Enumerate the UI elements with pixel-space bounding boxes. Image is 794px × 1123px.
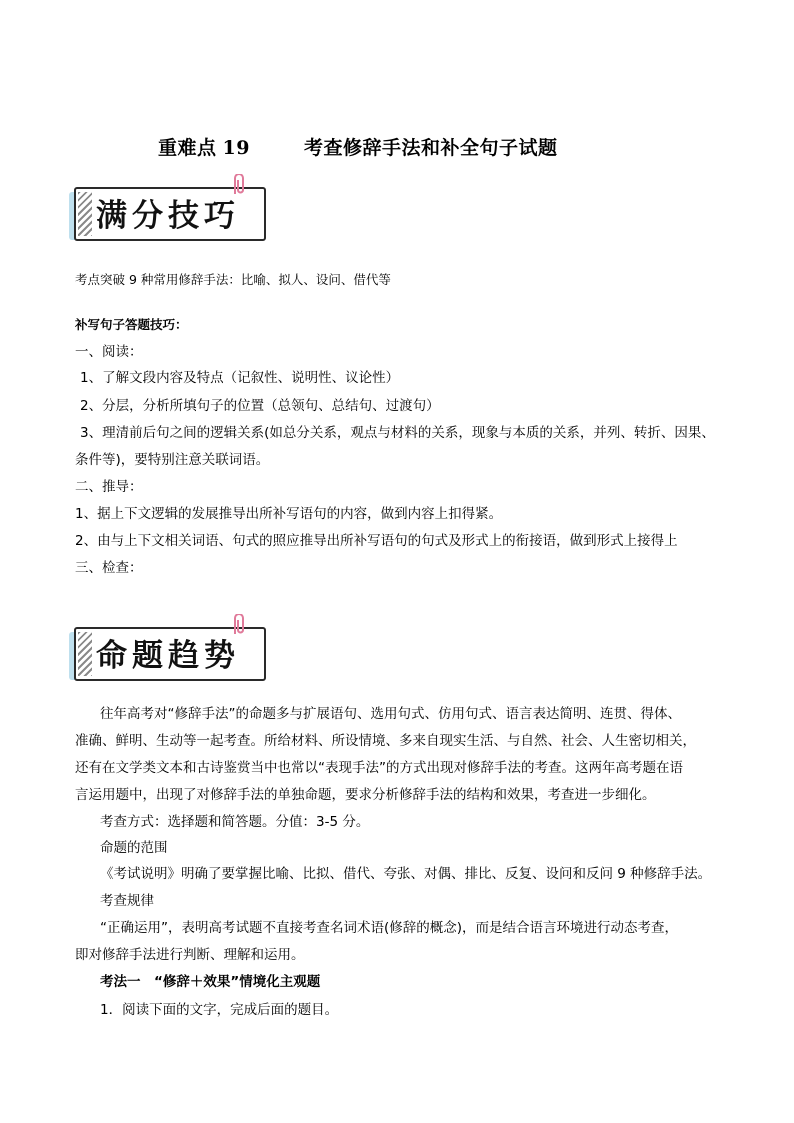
method-one-heading: 考法一 “修辞＋效果”情境化主观题	[100, 974, 321, 990]
banner-title: 满分技巧	[96, 198, 240, 234]
title-text: 考查修辞手法和补全句子试题	[303, 137, 558, 159]
title-prefix: 重难点	[158, 137, 217, 159]
intro-line: 考点突破 9 种常用修辞手法：比喻、拟人、设问、借代等	[75, 272, 391, 287]
list-item: 2、由与上下文相关词语、句式的照应推导出所补写语句的句式及形式上的衔接语，做到形式上接得上	[75, 533, 678, 549]
banner-full-score-skills	[68, 180, 268, 244]
paragraph-line: 准确、鲜明、生动等一起考查。所给材料、所设情境、多来自现实生活、与自然、社会、人生密切相关，	[75, 733, 696, 749]
page-title	[158, 133, 557, 160]
rule-line: 即对修辞手法进行判断、理解和运用。	[75, 947, 305, 963]
paragraph-line: 往年高考对“修辞手法”的命题多与扩展语句、选用句式、仿用句式、语言表达简明、连贯、得体、	[100, 706, 681, 722]
list-item: 一、阅读：	[75, 344, 143, 360]
scope-heading: 命题的范围	[100, 840, 168, 856]
banner-title: 命题趋势	[96, 638, 240, 674]
list-item: 2、分层，分析所填句子的位置（总领句、总结句、过渡句）	[80, 398, 440, 414]
list-item: 条件等)，要特别注意关联词语。	[75, 452, 270, 468]
rule-heading: 考查规律	[100, 893, 154, 909]
banner-proposition-trend	[68, 620, 268, 684]
section-heading: 补写句子答题技巧：	[75, 317, 188, 332]
list-item: 二、推导：	[75, 479, 143, 495]
question-one: 1．阅读下面的文字，完成后面的题目。	[100, 1002, 339, 1018]
scope-text: 《考试说明》明确了要掌握比喻、比拟、借代、夸张、对偶、排比、反复、设问和反问 9 种修辞手法。	[100, 866, 712, 882]
exam-method: 考查方式：选择题和简答题。分值：3-5 分。	[100, 814, 370, 830]
paragraph-line: 言运用题中，出现了对修辞手法的单独命题，要求分析修辞手法的结构和效果，考查进一步细化。	[75, 787, 656, 803]
list-item: 1、据上下文逻辑的发展推导出所补写语句的内容，做到内容上扣得紧。	[75, 506, 503, 522]
list-item: 三、检查：	[75, 560, 143, 576]
paragraph-line: 还有在文学类文本和古诗鉴赏当中也常以“表现手法”的方式出现对修辞手法的考查。这两年高考题在语	[75, 760, 683, 776]
list-item: 1、了解文段内容及特点（记叙性、说明性、议论性）	[80, 370, 400, 386]
list-item: 3、理清前后句之间的逻辑关系(如总分关系，观点与材料的关系，现象与本质的关系，并列、转折、因果、	[80, 425, 715, 441]
rule-line: “正确运用”，表明高考试题不直接考查名词术语(修辞的概念)，而是结合语言环境进行动态考查，	[100, 920, 679, 936]
title-number: 19	[222, 137, 250, 159]
